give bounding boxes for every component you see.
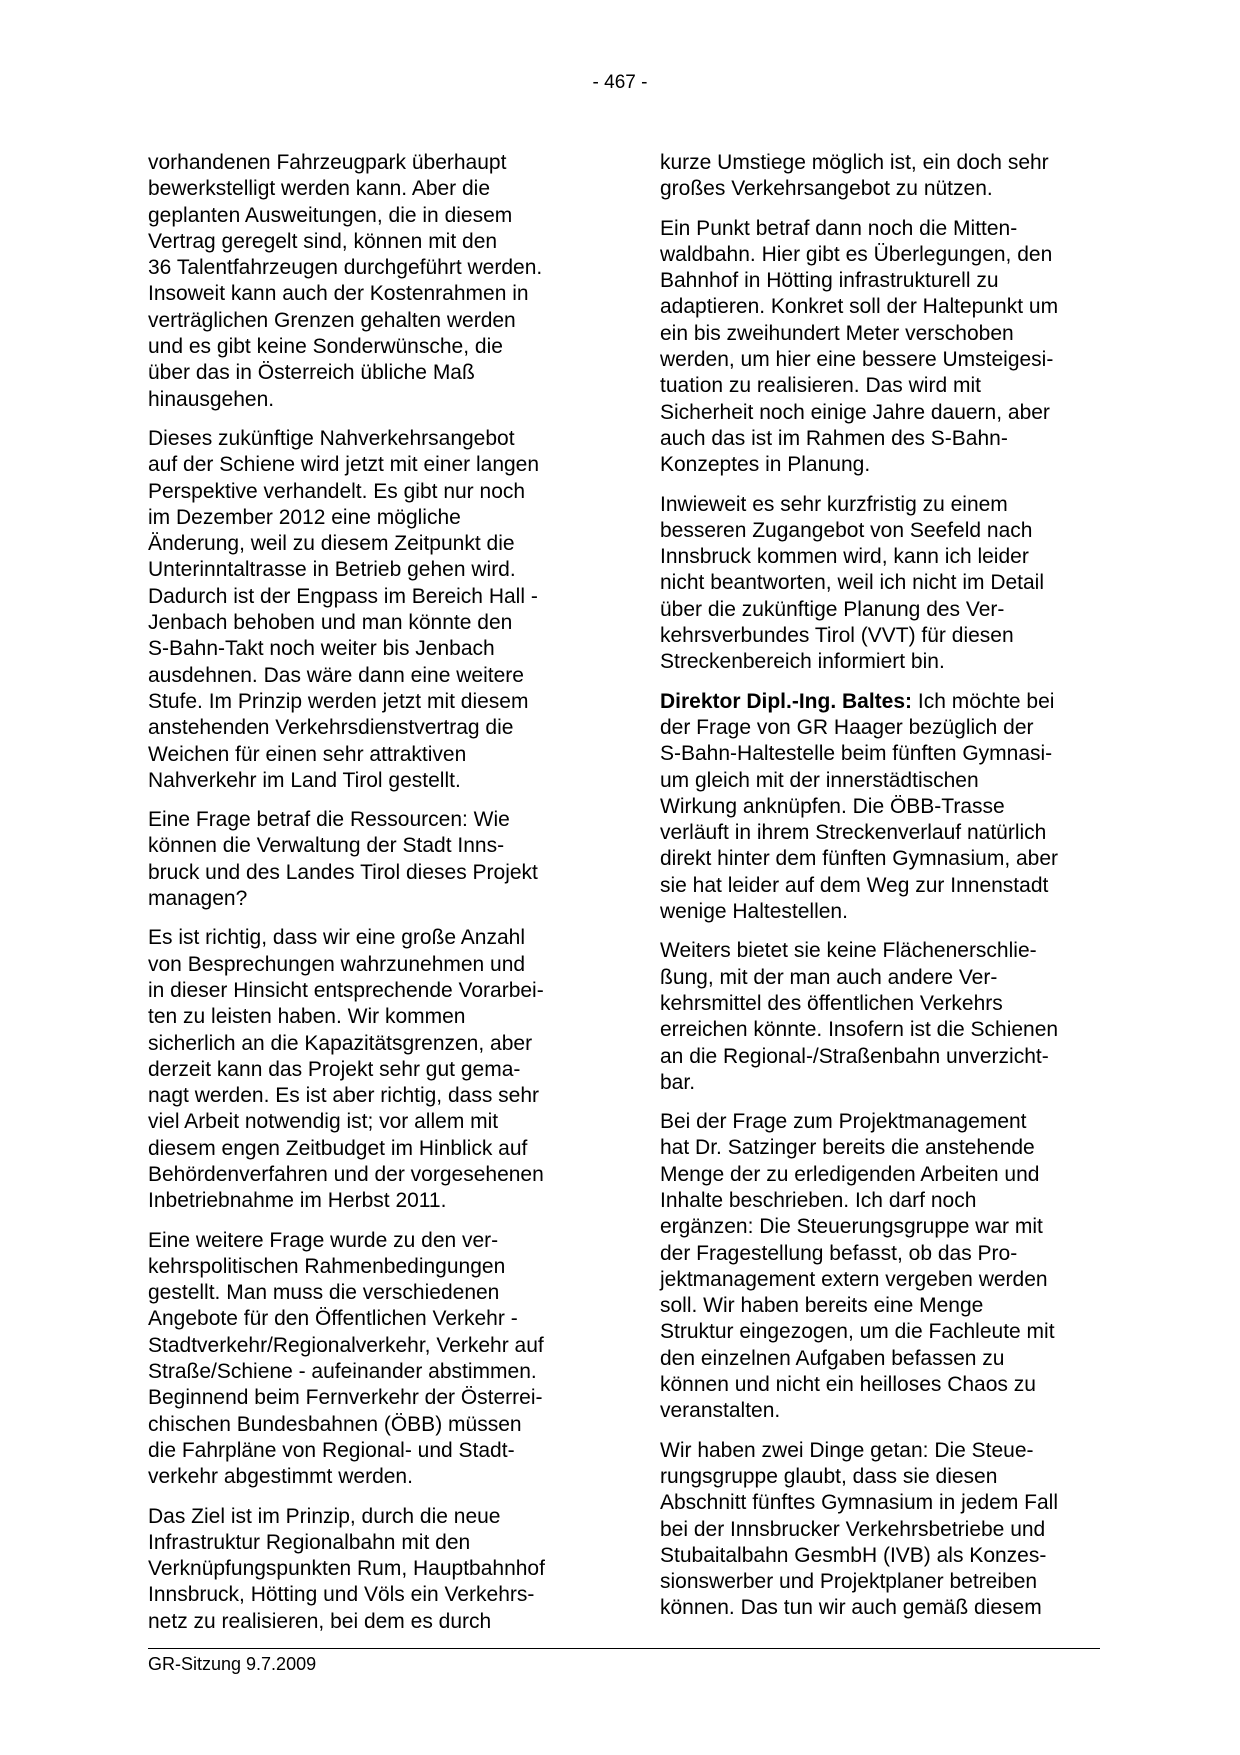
footer-divider <box>148 1648 1100 1649</box>
text-line: Weichen für einen sehr attraktiven <box>148 742 467 766</box>
text-line: Perspektive verhandelt. Es gibt nur noch <box>148 479 526 503</box>
text-line: bar. <box>660 1070 696 1094</box>
text-line: sionswerber und Projektplaner betreiben <box>660 1570 1038 1594</box>
text-line: rungsgruppe glaubt, dass sie diesen <box>660 1464 998 1488</box>
text-line: netz zu realisieren, bei dem es durch <box>148 1609 492 1633</box>
text-line: ßung, mit der man auch andere Ver- <box>660 965 998 989</box>
text-line: Sicherheit noch einige Jahre dauern, aber <box>660 400 1050 424</box>
speech-text: Ich möchte bei <box>912 689 1055 713</box>
text-line: hinausgehen. <box>148 387 275 411</box>
text-line: besseren Zugangebot von Seefeld nach <box>660 518 1033 542</box>
text-line: den einzelnen Aufgaben befassen zu <box>660 1346 1005 1370</box>
text-line: Wir haben zwei Dinge getan: Die Steue- <box>660 1438 1034 1462</box>
text-line: Eine Frage betraf die Ressourcen: Wie <box>148 808 510 832</box>
text-line: verträglichen Grenzen gehalten werden <box>148 308 516 332</box>
text-line: 36 Talentfahrzeugen durchgeführt werden. <box>148 256 543 280</box>
text-line: Verknüpfungspunkten Rum, Hauptbahnhof <box>148 1557 545 1581</box>
text-line: Es ist richtig, dass wir eine große Anzahl <box>148 926 525 950</box>
text-line: verkehr abgestimmt werden. <box>148 1465 413 1489</box>
paragraph <box>660 150 1100 203</box>
text-line: kurze Umstiege möglich ist, ein doch sehr <box>660 151 1049 174</box>
text-line: Das Ziel ist im Prinzip, durch die neue <box>148 1504 501 1528</box>
text-line: können und nicht ein heilloses Chaos zu <box>660 1373 1036 1397</box>
paragraph <box>660 1438 1100 1622</box>
text-line: jektmanagement extern vergeben werden <box>660 1267 1048 1291</box>
text-line: ein bis zweihundert Meter verschoben <box>660 321 1014 345</box>
text-line: und es gibt keine Sonderwünsche, die <box>148 335 503 359</box>
paragraph <box>148 426 590 794</box>
text-line: Innsbruck kommen wird, kann ich leider <box>660 545 1029 569</box>
text-line: bruck und des Landes Tirol dieses Projekt <box>148 860 538 884</box>
text-line: Angebote für den Öffentlichen Verkehr - <box>148 1307 518 1331</box>
text-line: im Dezember 2012 eine mögliche <box>148 505 461 529</box>
text-line: kehrsmittel des öffentlichen Verkehrs <box>660 991 1003 1015</box>
text-line: über die zukünftige Planung des Ver- <box>660 597 1005 621</box>
text-line: Stubaitalbahn GesmbH (IVB) als Konzes- <box>660 1543 1047 1567</box>
text-line: Behördenverfahren und der vorgesehenen <box>148 1162 544 1186</box>
text-line: der Frage von GR Haager bezüglich der <box>660 715 1034 739</box>
text-line: S-Bahn-Takt noch weiter bis Jenbach <box>148 637 495 661</box>
text-line: sie hat leider auf dem Weg zur Innenstadt <box>660 873 1049 897</box>
text-line: Stufe. Im Prinzip werden jetzt mit diesem <box>148 689 529 713</box>
text-line: sicherlich an die Kapazitätsgrenzen, aber <box>148 1031 533 1055</box>
text-line: von Besprechungen wahrzunehmen und <box>148 952 526 976</box>
text-line: verläuft in ihrem Streckenverlauf natürlich <box>660 821 1047 845</box>
text-line: können. Das tun wir auch gemäß diesem <box>660 1596 1042 1620</box>
text-line: Konzeptes in Planung. <box>660 453 871 477</box>
text-line <box>660 689 1100 715</box>
text-line: bei der Innsbrucker Verkehrsbetriebe und <box>660 1517 1046 1541</box>
text-line: chischen Bundesbahnen (ÖBB) müssen <box>148 1412 522 1436</box>
text-line: Vertrag geregelt sind, können mit den <box>148 229 498 253</box>
text-line: Änderung, weil zu diesem Zeitpunkt die <box>148 532 515 556</box>
left-column <box>148 150 590 1648</box>
text-line: werden, um hier eine bessere Umsteigesi- <box>660 348 1054 372</box>
text-line: hat Dr. Satzinger bereits die anstehende <box>660 1136 1035 1160</box>
footer-text: GR-Sitzung 9.7.2009 <box>148 1654 317 1674</box>
text-line: anstehenden Verkehrsdienstvertrag die <box>148 716 514 740</box>
text-line: Beginnend beim Fernverkehr der Österrei- <box>148 1386 543 1410</box>
paragraph <box>660 689 1100 926</box>
text-line: geplanten Ausweitungen, die in diesem <box>148 203 513 227</box>
text-line: erreichen könnte. Insofern ist die Schienen <box>660 1018 1059 1042</box>
text-line: Infrastruktur Regionalbahn mit den <box>148 1530 471 1554</box>
paragraph <box>148 925 590 1214</box>
text-line: Ein Punkt betraf dann noch die Mitten- <box>660 216 1018 240</box>
paragraph <box>660 1109 1100 1425</box>
text-line: Unterinntaltrasse in Betrieb gehen wird. <box>148 558 516 582</box>
text-line: um gleich mit der innerstädtischen <box>660 768 979 792</box>
text-line: die Fahrpläne von Regional- und Stadt- <box>148 1438 515 1462</box>
text-line: kehrsverbundes Tirol (VVT) für diesen <box>660 624 1014 648</box>
text-line: auch das ist im Rahmen des S-Bahn- <box>660 426 1008 450</box>
text-line: derzeit kann das Projekt sehr gut gema- <box>148 1057 521 1081</box>
paragraph <box>660 216 1100 479</box>
text-line: nagt werden. Es ist aber richtig, dass sehr <box>148 1084 540 1108</box>
text-line: Nahverkehr im Land Tirol gestellt. <box>148 768 461 792</box>
text-line: diesem engen Zeitbudget im Hinblick auf <box>148 1136 528 1160</box>
text-line: großes Verkehrsangebot zu nützen. <box>660 177 993 201</box>
page-number: - 467 - <box>592 72 648 93</box>
text-line: über das in Österreich übliche Maß <box>148 361 475 385</box>
text-line: Abschnitt fünftes Gymnasium in jedem Fall <box>660 1491 1058 1515</box>
text-line: soll. Wir haben bereits eine Menge <box>660 1294 984 1318</box>
text-line: ausdehnen. Das wäre dann eine weitere <box>148 663 524 687</box>
text-line: Straße/Schiene - aufeinander abstimmen. <box>148 1360 537 1384</box>
text-line: ergänzen: Die Steuerungsgruppe war mit <box>660 1215 1043 1239</box>
text-line: Insoweit kann auch der Kostenrahmen in <box>148 282 529 306</box>
paragraph <box>660 938 1100 1096</box>
text-line: auf der Schiene wird jetzt mit einer langen <box>148 453 540 477</box>
right-column <box>660 150 1100 1635</box>
text-line: Dadurch ist der Engpass im Bereich Hall - <box>148 584 538 608</box>
text-line: direkt hinter dem fünften Gymnasium, aber <box>660 847 1059 871</box>
text-line: in dieser Hinsicht entsprechende Vorarbei- <box>148 978 544 1002</box>
text-line: Inhalte beschrieben. Ich darf noch <box>660 1188 977 1212</box>
text-line: können die Verwaltung der Stadt Inns- <box>148 834 505 858</box>
paragraph <box>148 1504 590 1635</box>
paragraph <box>148 807 590 912</box>
text-line: vorhandenen Fahrzeugpark überhaupt <box>148 151 507 174</box>
text-line: Weiters bietet sie keine Flächenerschlie- <box>660 939 1037 963</box>
text-line: viel Arbeit notwendig ist; vor allem mit <box>148 1110 499 1134</box>
text-line: der Fragestellung befasst, ob das Pro- <box>660 1241 1018 1265</box>
text-line: Stadtverkehr/Regionalverkehr, Verkehr auf <box>148 1333 544 1357</box>
text-line: Menge der zu erledigenden Arbeiten und <box>660 1162 1040 1186</box>
text-line: gestellt. Man muss die verschiedenen <box>148 1281 500 1305</box>
text-line: Inbetriebnahme im Herbst 2011. <box>148 1189 447 1213</box>
text-line: waldbahn. Hier gibt es Überlegungen, den <box>660 242 1053 266</box>
text-line: adaptieren. Konkret soll der Haltepunkt um <box>660 295 1059 319</box>
text-line: Wirkung anknüpfen. Die ÖBB-Trasse <box>660 794 1005 818</box>
text-line: bewerkstelligt werden kann. Aber die <box>148 177 491 201</box>
speaker-name: Direktor Dipl.-Ing. Baltes: <box>660 689 913 713</box>
text-line: ten zu leisten haben. Wir kommen <box>148 1005 466 1029</box>
text-line: Inwieweit es sehr kurzfristig zu einem <box>660 492 1008 516</box>
text-line: Eine weitere Frage wurde zu den ver- <box>148 1228 499 1252</box>
text-line: Bahnhof in Hötting infrastrukturell zu <box>660 269 999 293</box>
text-line: tuation zu realisieren. Das wird mit <box>660 374 981 398</box>
text-line: wenige Haltestellen. <box>660 900 848 924</box>
text-line: Dieses zukünftige Nahverkehrsangebot <box>148 426 515 450</box>
text-line: kehrspolitischen Rahmenbedingungen <box>148 1254 506 1278</box>
text-line: managen? <box>148 887 248 911</box>
paragraph <box>148 1228 590 1491</box>
paragraph <box>660 492 1100 676</box>
text-line: Jenbach behoben und man könnte den <box>148 611 513 635</box>
text-line: veranstalten. <box>660 1399 781 1423</box>
text-line: Innsbruck, Hötting und Völs ein Verkehrs- <box>148 1583 535 1607</box>
text-line: S-Bahn-Haltestelle beim fünften Gymnasi- <box>660 742 1053 766</box>
text-line: Bei der Frage zum Projektmanagement <box>660 1110 1027 1134</box>
text-line: nicht beantworten, weil ich nicht im Detail <box>660 571 1045 595</box>
paragraph <box>148 150 590 413</box>
text-line: Streckenbereich informiert bin. <box>660 650 945 674</box>
text-line: Struktur eingezogen, um die Fachleute mit <box>660 1320 1055 1344</box>
text-line: an die Regional-/Straßenbahn unverzicht- <box>660 1044 1049 1068</box>
